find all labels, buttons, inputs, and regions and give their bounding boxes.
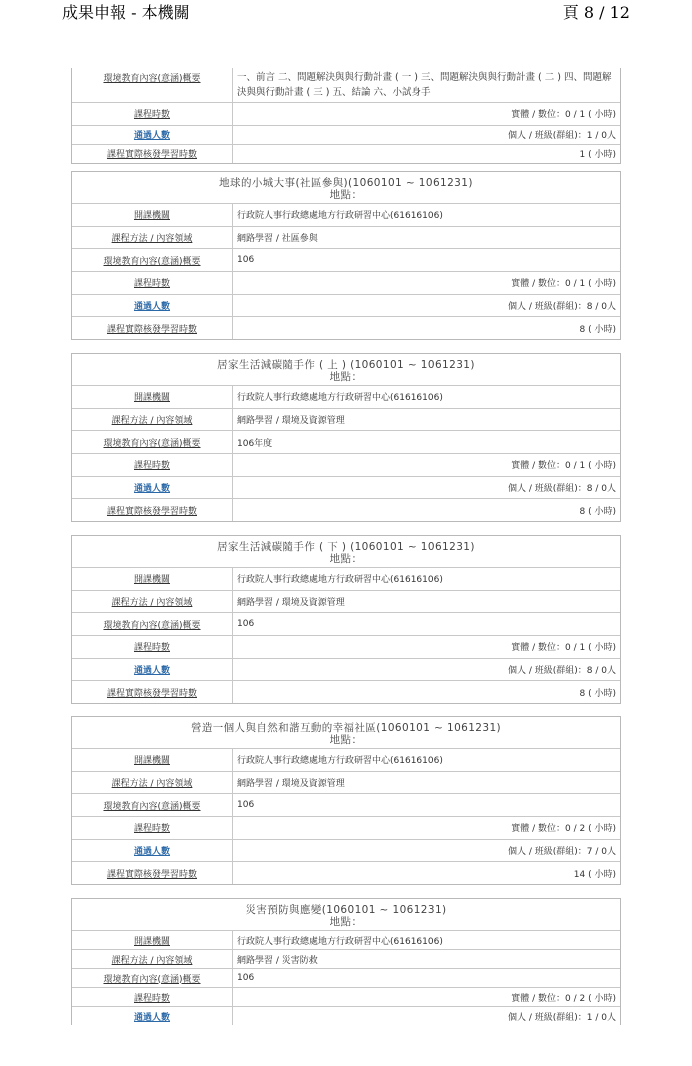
method-label: 課程方法 / 內容領域 — [72, 227, 233, 249]
course-location: 地點： — [329, 189, 363, 201]
passed-link[interactable]: 通過人數 — [72, 659, 233, 681]
course-title: 居家生活減碳隨手作 ( 下 ) (1060101 ~ 1061231) — [217, 541, 475, 553]
org-label: 開課機關 — [72, 568, 233, 590]
course-title-cell — [72, 536, 620, 568]
org-row — [72, 568, 620, 591]
course-block — [71, 898, 621, 1025]
org-row — [72, 931, 620, 950]
course-title-cell — [72, 172, 620, 204]
hours-row — [72, 103, 620, 126]
org-value: 行政院人事行政總處地方行政研習中心(61616106) — [237, 211, 443, 222]
method-value: 網路學習 / 社區參與 — [237, 234, 318, 245]
actual-hours-label: 課程實際核發學習時數 — [72, 317, 233, 339]
passed-link[interactable]: 通過人數 — [72, 295, 233, 317]
summary-row — [72, 249, 620, 272]
hours-label: 課程時數 — [72, 272, 233, 294]
org-label: 開課機關 — [72, 749, 233, 771]
passed-value: 個人 / 班級(群組)：8 / 0人 — [508, 484, 616, 495]
course-location: 地點： — [329, 916, 363, 928]
actual-hours-value: 1 ( 小時) — [579, 150, 616, 161]
summary-label: 環境教育內容(意涵)概要 — [72, 969, 233, 987]
hours-row — [72, 817, 620, 840]
course-block — [71, 353, 621, 522]
course-title-cell — [72, 717, 620, 749]
method-row — [72, 772, 620, 795]
passed-link[interactable]: 通過人數 — [72, 1007, 233, 1025]
course-block-previous — [71, 68, 621, 164]
passed-link[interactable]: 通過人數 — [72, 126, 233, 144]
hours-row — [72, 988, 620, 1007]
course-title: 地球的小城大事(社區參與)(1060101 ~ 1061231) — [219, 177, 473, 189]
summary-value: 一、前言 二、問題解決與與行動計畫 ( 一 ) 三、問題解決與與行動計畫 ( 二 ) 四、問題解決與與行動計畫 ( 三 ) 五、結論 六、小試身手 — [237, 72, 612, 98]
hours-value: 實體 / 數位：0 / 1 ( 小時) — [511, 279, 616, 290]
course-block — [71, 535, 621, 704]
hours-label: 課程時數 — [72, 103, 233, 125]
method-value: 網路學習 / 環境及資源管理 — [237, 416, 345, 427]
summary-value: 106 — [237, 973, 255, 983]
course-title: 居家生活減碳隨手作 ( 上 ) (1060101 ~ 1061231) — [217, 359, 475, 371]
summary-label: 環境教育內容(意涵)概要 — [72, 249, 233, 271]
org-value: 行政院人事行政總處地方行政研習中心(61616106) — [237, 575, 443, 586]
passed-row — [72, 1007, 620, 1025]
hours-label: 課程時數 — [72, 454, 233, 476]
course-block — [71, 716, 621, 885]
actual-hours-label: 課程實際核發學習時數 — [72, 499, 233, 521]
summary-row — [72, 613, 620, 636]
actual-hours-row — [72, 317, 620, 339]
actual-hours-row — [72, 499, 620, 521]
hours-value: 實體 / 數位：0 / 2 ( 小時) — [511, 824, 616, 835]
method-row — [72, 409, 620, 432]
report-title: 成果申報 - 本機關 — [62, 3, 190, 22]
course-location: 地點： — [329, 371, 363, 383]
page-number: 頁 8 / 12 — [562, 3, 630, 22]
method-label: 課程方法 / 內容領域 — [72, 950, 233, 968]
org-label: 開課機關 — [72, 931, 233, 949]
org-row — [72, 204, 620, 227]
summary-row — [72, 969, 620, 988]
hours-value: 實體 / 數位：0 / 1 ( 小時) — [511, 643, 616, 654]
hours-label: 課程時數 — [72, 988, 233, 1006]
course-location: 地點： — [329, 553, 363, 565]
actual-hours-value: 8 ( 小時) — [579, 506, 616, 517]
actual-hours-label: 課程實際核發學習時數 — [72, 681, 233, 703]
hours-value: 實體 / 數位：0 / 1 ( 小時) — [511, 110, 616, 121]
method-label: 課程方法 / 內容領域 — [72, 591, 233, 613]
passed-row — [72, 659, 620, 682]
passed-link[interactable]: 通過人數 — [72, 477, 233, 499]
hours-label: 課程時數 — [72, 817, 233, 839]
org-row — [72, 749, 620, 772]
actual-hours-value: 8 ( 小時) — [579, 324, 616, 335]
method-row — [72, 950, 620, 969]
actual-hours-value: 8 ( 小時) — [579, 688, 616, 699]
passed-value: 個人 / 班級(群組)：8 / 0人 — [508, 302, 616, 313]
passed-row — [72, 295, 620, 318]
passed-value: 個人 / 班級(群組)：1 / 0人 — [508, 1012, 616, 1023]
summary-row — [72, 794, 620, 817]
actual-hours-row — [72, 862, 620, 884]
method-label: 課程方法 / 內容領域 — [72, 409, 233, 431]
method-value: 網路學習 / 環境及資源管理 — [237, 598, 345, 609]
org-value: 行政院人事行政總處地方行政研習中心(61616106) — [237, 393, 443, 404]
passed-row — [72, 126, 620, 145]
passed-value: 個人 / 班級(群組)：1 / 0人 — [508, 131, 616, 142]
org-label: 開課機關 — [72, 386, 233, 408]
summary-label: 環境教育內容(意涵)概要 — [72, 68, 233, 102]
passed-value: 個人 / 班級(群組)：7 / 0人 — [508, 847, 616, 858]
summary-label: 環境教育內容(意涵)概要 — [72, 613, 233, 635]
summary-label: 環境教育內容(意涵)概要 — [72, 794, 233, 816]
method-row — [72, 227, 620, 250]
actual-hours-row — [72, 681, 620, 703]
method-value: 網路學習 / 環境及資源管理 — [237, 779, 345, 790]
summary-row — [72, 431, 620, 454]
summary-value: 106年度 — [237, 438, 273, 449]
org-row — [72, 386, 620, 409]
hours-value: 實體 / 數位：0 / 2 ( 小時) — [511, 993, 616, 1004]
org-label: 開課機關 — [72, 204, 233, 226]
actual-hours-label: 課程實際核發學習時數 — [72, 145, 233, 163]
passed-value: 個人 / 班級(群組)：8 / 0人 — [508, 666, 616, 677]
method-label: 課程方法 / 內容領域 — [72, 772, 233, 794]
actual-hours-value: 14 ( 小時) — [573, 869, 616, 880]
summary-value: 106 — [237, 800, 255, 811]
summary-row — [72, 68, 620, 103]
summary-value: 106 — [237, 619, 255, 630]
passed-row — [72, 840, 620, 863]
summary-label: 環境教育內容(意涵)概要 — [72, 431, 233, 453]
method-value: 網路學習 / 災害防救 — [237, 955, 318, 966]
course-location: 地點： — [329, 734, 363, 746]
course-title-cell — [72, 354, 620, 386]
course-title-cell — [72, 899, 620, 931]
hours-row — [72, 454, 620, 477]
passed-link[interactable]: 通過人數 — [72, 840, 233, 862]
hours-row — [72, 272, 620, 295]
method-row — [72, 591, 620, 614]
hours-row — [72, 636, 620, 659]
course-title: 災害預防與應變(1060101 ~ 1061231) — [245, 904, 447, 916]
page-header — [0, 0, 692, 22]
org-value: 行政院人事行政總處地方行政研習中心(61616106) — [237, 756, 443, 767]
course-title: 營造一個人與自然和諧互動的幸福社區(1060101 ~ 1061231) — [190, 722, 502, 734]
passed-row — [72, 477, 620, 500]
course-block — [71, 171, 621, 340]
summary-value: 106 — [237, 255, 255, 266]
actual-hours-label: 課程實際核發學習時數 — [72, 862, 233, 884]
actual-hours-row — [72, 145, 620, 163]
hours-value: 實體 / 數位：0 / 1 ( 小時) — [511, 461, 616, 472]
hours-label: 課程時數 — [72, 636, 233, 658]
org-value: 行政院人事行政總處地方行政研習中心(61616106) — [237, 936, 443, 947]
